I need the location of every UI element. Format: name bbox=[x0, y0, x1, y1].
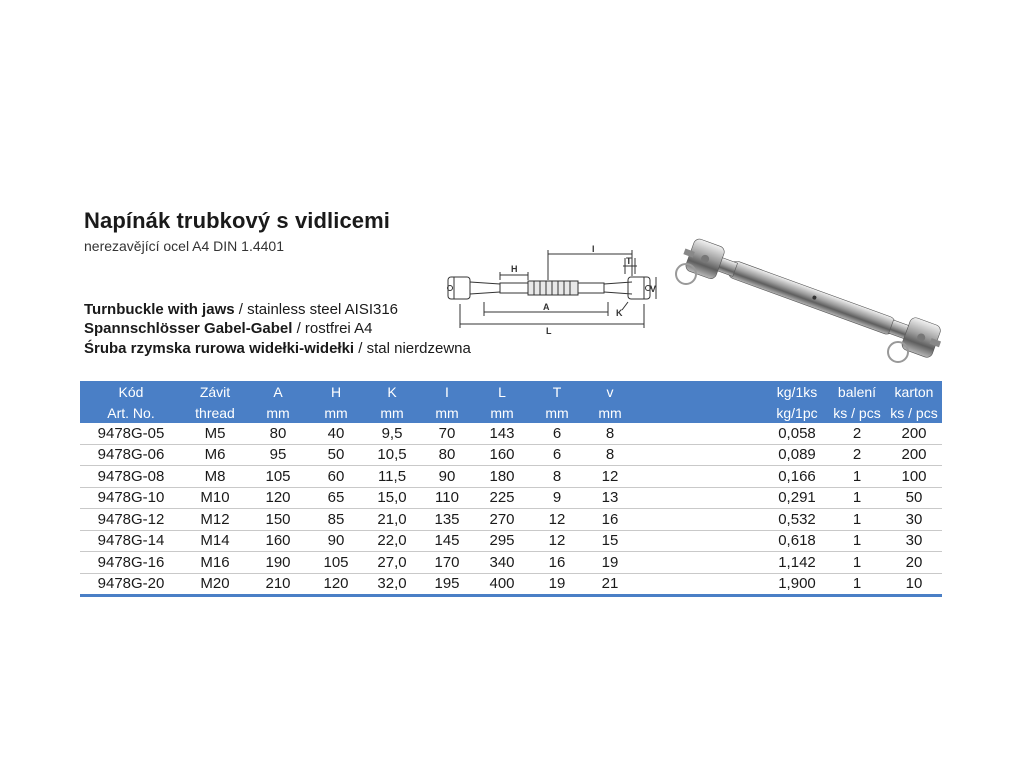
table-cell: 16 bbox=[584, 509, 636, 531]
column-header: K bbox=[364, 381, 420, 402]
table-header-row bbox=[80, 381, 942, 402]
diagram-label-v: V bbox=[650, 284, 657, 294]
table-cell: 9478G-05 bbox=[80, 423, 182, 444]
table-cell: 9 bbox=[530, 487, 584, 509]
table-cell: 1 bbox=[828, 487, 886, 509]
table-cell: 1 bbox=[828, 466, 886, 488]
table-cell: 19 bbox=[530, 573, 584, 596]
lang-line-bold: Spannschlösser Gabel-Gabel bbox=[84, 320, 293, 337]
table-cell: 22,0 bbox=[364, 530, 420, 552]
table-cell: 1 bbox=[828, 552, 886, 574]
turnbuckle-dimension-diagram bbox=[440, 244, 662, 336]
table-cell: 200 bbox=[886, 444, 942, 466]
table-cell bbox=[636, 530, 766, 552]
table-cell: 180 bbox=[474, 466, 530, 488]
table-cell: M20 bbox=[182, 573, 248, 596]
table-cell: 0,058 bbox=[766, 423, 828, 444]
table-cell: 70 bbox=[420, 423, 474, 444]
table-cell: 21 bbox=[584, 573, 636, 596]
table-cell: 9478G-16 bbox=[80, 552, 182, 574]
table-cell: 105 bbox=[308, 552, 364, 574]
table-cell: 9478G-08 bbox=[80, 466, 182, 488]
lang-line-bold: Turnbuckle with jaws bbox=[84, 301, 235, 318]
table-cell: 270 bbox=[474, 509, 530, 531]
table-cell: M16 bbox=[182, 552, 248, 574]
table-cell bbox=[636, 573, 766, 596]
column-subheader bbox=[636, 402, 766, 423]
diagram-label-i: I bbox=[592, 244, 595, 254]
table-cell: 143 bbox=[474, 423, 530, 444]
table-cell: 19 bbox=[584, 552, 636, 574]
column-header: L bbox=[474, 381, 530, 402]
table-cell: 0,532 bbox=[766, 509, 828, 531]
table-cell: 80 bbox=[420, 444, 474, 466]
lang-line-rest: / stainless steel AISI316 bbox=[234, 301, 399, 318]
column-header: T bbox=[530, 381, 584, 402]
page-subtitle: nerezavějící ocel A4 DIN 1.4401 bbox=[84, 238, 285, 254]
table-cell: 9478G-10 bbox=[80, 487, 182, 509]
table-row bbox=[80, 573, 942, 596]
table-row bbox=[80, 444, 942, 466]
table-cell: 1,142 bbox=[766, 552, 828, 574]
column-header: A bbox=[248, 381, 308, 402]
table-cell: 195 bbox=[420, 573, 474, 596]
table-cell: M10 bbox=[182, 487, 248, 509]
column-subheader: kg/1pc bbox=[766, 402, 828, 423]
table-cell: M6 bbox=[182, 444, 248, 466]
column-header: H bbox=[308, 381, 364, 402]
table-cell: 210 bbox=[248, 573, 308, 596]
table-cell: 12 bbox=[530, 530, 584, 552]
table-cell: 95 bbox=[248, 444, 308, 466]
table-header-row bbox=[80, 402, 942, 423]
table-cell: 225 bbox=[474, 487, 530, 509]
diagram-label-k: K bbox=[616, 308, 623, 318]
table-row bbox=[80, 466, 942, 488]
column-subheader: mm bbox=[530, 402, 584, 423]
table-cell bbox=[636, 423, 766, 444]
column-subheader: ks / pcs bbox=[886, 402, 942, 423]
table-cell: 20 bbox=[886, 552, 942, 574]
table-cell: 145 bbox=[420, 530, 474, 552]
table-cell: 12 bbox=[530, 509, 584, 531]
turnbuckle-product-photo bbox=[666, 234, 942, 364]
table-cell: 2 bbox=[828, 423, 886, 444]
table-cell: 1 bbox=[828, 509, 886, 531]
column-subheader: mm bbox=[420, 402, 474, 423]
table-cell: 400 bbox=[474, 573, 530, 596]
table-cell: 10,5 bbox=[364, 444, 420, 466]
table-cell: 50 bbox=[308, 444, 364, 466]
column-subheader: mm bbox=[364, 402, 420, 423]
lang-line-rest: / rostfrei A4 bbox=[292, 320, 373, 337]
table-cell: 30 bbox=[886, 530, 942, 552]
table-cell: 200 bbox=[886, 423, 942, 444]
lang-line-en bbox=[84, 301, 398, 318]
column-subheader: mm bbox=[474, 402, 530, 423]
lang-line-de bbox=[84, 320, 372, 337]
table-cell: 32,0 bbox=[364, 573, 420, 596]
table-cell: M12 bbox=[182, 509, 248, 531]
table-cell: 8 bbox=[530, 466, 584, 488]
table-cell: 9478G-12 bbox=[80, 509, 182, 531]
column-subheader: mm bbox=[308, 402, 364, 423]
table-cell: 160 bbox=[248, 530, 308, 552]
table-cell bbox=[636, 444, 766, 466]
table-cell: 110 bbox=[420, 487, 474, 509]
column-header bbox=[636, 381, 766, 402]
table-cell: 0,089 bbox=[766, 444, 828, 466]
table-cell: 27,0 bbox=[364, 552, 420, 574]
table-cell: 170 bbox=[420, 552, 474, 574]
table-cell: 15 bbox=[584, 530, 636, 552]
table-cell: 8 bbox=[584, 444, 636, 466]
column-subheader: mm bbox=[584, 402, 636, 423]
table-cell: 6 bbox=[530, 423, 584, 444]
table-cell: 1 bbox=[828, 530, 886, 552]
table-cell: 190 bbox=[248, 552, 308, 574]
table-cell: 0,618 bbox=[766, 530, 828, 552]
table-cell: 120 bbox=[248, 487, 308, 509]
column-header: Závit bbox=[182, 381, 248, 402]
column-subheader: mm bbox=[248, 402, 308, 423]
page-title: Napínák trubkový s vidlicemi bbox=[84, 208, 391, 233]
table-cell bbox=[636, 487, 766, 509]
table-cell: 0,166 bbox=[766, 466, 828, 488]
table-cell: 100 bbox=[886, 466, 942, 488]
table-cell: 85 bbox=[308, 509, 364, 531]
table-cell: 30 bbox=[886, 509, 942, 531]
diagram-label-h: H bbox=[511, 264, 518, 274]
spec-table bbox=[80, 381, 942, 597]
table-cell: 6 bbox=[530, 444, 584, 466]
table-cell: 16 bbox=[530, 552, 584, 574]
table-cell: 105 bbox=[248, 466, 308, 488]
table-cell: 120 bbox=[308, 573, 364, 596]
table-cell: 0,291 bbox=[766, 487, 828, 509]
table-cell: 1,900 bbox=[766, 573, 828, 596]
diagram-label-l: L bbox=[546, 326, 552, 336]
table-cell: 65 bbox=[308, 487, 364, 509]
table-cell bbox=[636, 466, 766, 488]
table-row bbox=[80, 423, 942, 444]
table-cell bbox=[636, 509, 766, 531]
table-cell: 135 bbox=[420, 509, 474, 531]
table-cell: 40 bbox=[308, 423, 364, 444]
lang-line-bold: Śruba rzymska rurowa widełki-widełki bbox=[84, 340, 355, 357]
column-header: karton bbox=[886, 381, 942, 402]
table-cell: 12 bbox=[584, 466, 636, 488]
column-header: I bbox=[420, 381, 474, 402]
table-row bbox=[80, 552, 942, 574]
table-cell: 2 bbox=[828, 444, 886, 466]
table-cell: 9,5 bbox=[364, 423, 420, 444]
table-cell: 11,5 bbox=[364, 466, 420, 488]
table-row bbox=[80, 530, 942, 552]
table-row bbox=[80, 487, 942, 509]
table-cell: 21,0 bbox=[364, 509, 420, 531]
lang-line-rest: / stal nierdzewna bbox=[354, 340, 471, 357]
column-subheader: Art. No. bbox=[80, 402, 182, 423]
table-cell: M14 bbox=[182, 530, 248, 552]
diagram-label-t: T bbox=[626, 256, 632, 266]
table-cell: 90 bbox=[420, 466, 474, 488]
column-header: v bbox=[584, 381, 636, 402]
table-cell: 9478G-20 bbox=[80, 573, 182, 596]
table-cell: 80 bbox=[248, 423, 308, 444]
table-cell: 295 bbox=[474, 530, 530, 552]
table-cell: 10 bbox=[886, 573, 942, 596]
table-cell: M8 bbox=[182, 466, 248, 488]
table-cell: 8 bbox=[584, 423, 636, 444]
table-cell: 90 bbox=[308, 530, 364, 552]
column-header: balení bbox=[828, 381, 886, 402]
table-cell bbox=[636, 552, 766, 574]
table-cell: 340 bbox=[474, 552, 530, 574]
table-cell: 13 bbox=[584, 487, 636, 509]
table-cell: 9478G-06 bbox=[80, 444, 182, 466]
table-cell: 150 bbox=[248, 509, 308, 531]
table-cell: 50 bbox=[886, 487, 942, 509]
column-header: Kód bbox=[80, 381, 182, 402]
column-subheader: ks / pcs bbox=[828, 402, 886, 423]
table-cell: 9478G-14 bbox=[80, 530, 182, 552]
table-cell: 1 bbox=[828, 573, 886, 596]
column-subheader: thread bbox=[182, 402, 248, 423]
table-cell: 160 bbox=[474, 444, 530, 466]
table-cell: 60 bbox=[308, 466, 364, 488]
diagram-label-a: A bbox=[543, 302, 550, 312]
table-cell: 15,0 bbox=[364, 487, 420, 509]
lang-line-pl bbox=[84, 340, 471, 357]
table-row bbox=[80, 509, 942, 531]
column-header: kg/1ks bbox=[766, 381, 828, 402]
table-cell: M5 bbox=[182, 423, 248, 444]
